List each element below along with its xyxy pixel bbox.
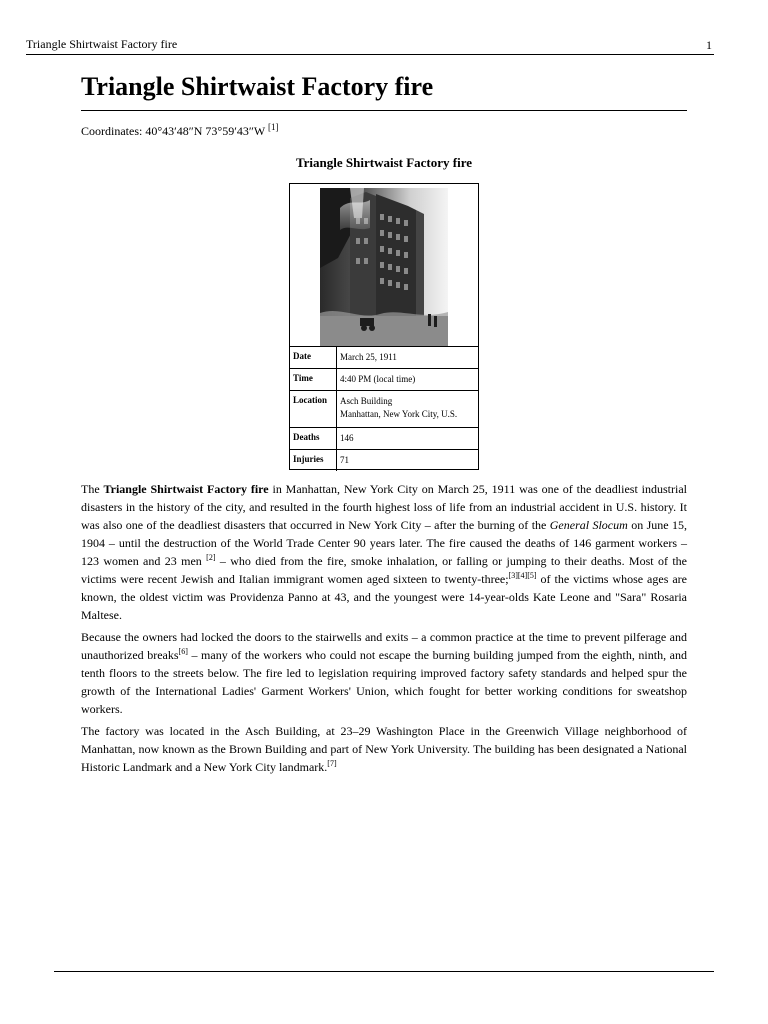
text-run: The factory was located in the Asch Building, at 23–29 Washington Place in the Greenwich Village neighborhood of Manhattan, now known as the Brown Building and part of New York University. The building has been designated a National Historic Landmark and a New York City landmark. <box>81 724 687 774</box>
paragraph-3 <box>81 722 687 776</box>
infobox-label: Date <box>293 351 311 361</box>
text-run: – who died from the fire, smoke inhalation, or falling or jumping to their deaths. Most of the victims were recent Jewish and Italian immigrant women aged sixteen to twenty-three; <box>81 554 687 586</box>
infobox-divider <box>336 369 337 391</box>
ref-link[interactable]: [7] <box>327 759 337 768</box>
infobox-row-date <box>290 346 478 369</box>
coordinates-ref-link[interactable]: [1] <box>267 122 279 132</box>
infobox-divider <box>336 391 337 428</box>
infobox-divider <box>336 450 337 471</box>
article-subject: Triangle Shirtwaist Factory fire <box>103 482 269 496</box>
ref-link[interactable]: [2] <box>206 553 216 562</box>
infobox-row-injuries <box>290 449 478 471</box>
text-run: in Manhattan, New York City on March 25, 1911 was one of the deadliest industrial disasters in the history of the city, and resulted in the fourth highest loss of life from an industrial accident in U.S. history. It was also one of the deadliest disasters that occurred in New York City – after the burning of the <box>81 482 687 532</box>
text-run: The <box>81 482 104 496</box>
infobox-row-deaths <box>290 427 478 450</box>
running-title: Triangle Shirtwaist Factory fire <box>26 37 178 51</box>
fire-photo[interactable] <box>320 188 448 346</box>
footer-rule <box>54 971 714 972</box>
title-rule <box>81 110 687 111</box>
text-run: – many of the workers who could not escape the burning building jumped from the eighth, ninth, and tenth floors to the streets below. The fire led to legislation requiring improved factory safety standards and helped spur the growth of the International Ladies' Garment Workers' Union, which fought for better working conditions for sweatshop workers. <box>81 648 687 716</box>
ref-link[interactable]: [6] <box>178 647 188 656</box>
ref-link[interactable]: [3][4][5] <box>508 571 537 580</box>
infobox-row-time <box>290 368 478 391</box>
text-run: Because the owners had locked the doors to the stairwells and exits – a common practice at the time to prevent pilferage and unauthorized breaks <box>81 630 687 662</box>
infobox-value <box>340 395 457 421</box>
infobox-value: 4:40 PM (local time) <box>340 374 416 384</box>
general-slocum-link[interactable]: General Slocum <box>549 518 628 532</box>
infobox-divider <box>336 347 337 369</box>
location-line-1: Asch Building <box>340 396 393 406</box>
page-title: Triangle Shirtwaist Factory fire <box>81 72 434 101</box>
coordinates-text: Coordinates: 40°43′48″N 73°59′43″W <box>81 124 268 138</box>
page-number: 1 <box>706 38 712 52</box>
coordinates <box>81 122 278 139</box>
infobox-label: Deaths <box>293 432 320 442</box>
infobox-row-location <box>290 390 478 428</box>
infobox-label: Location <box>293 395 328 405</box>
paragraph-2 <box>81 628 687 718</box>
article-body <box>81 480 687 780</box>
paragraph-1 <box>81 480 687 624</box>
infobox-value: March 25, 1911 <box>340 352 397 362</box>
infobox-value: 146 <box>340 433 354 443</box>
text-run: on June 15, 1904 – until the destruction of the World Trade Center 90 years later. The fire caused the deaths of 146 garment workers – 123 women and 23 men <box>81 518 687 568</box>
infobox-value: 71 <box>340 455 349 465</box>
text-run: of the victims whose ages are known, the oldest victim was Providenza Panno at 43, and the youngest were 14-year-olds Kate Leone and "Sara" Rosaria Maltese. <box>81 572 687 622</box>
infobox-label: Time <box>293 373 313 383</box>
infobox-caption: Triangle Shirtwaist Factory fire <box>295 155 473 170</box>
infobox-label: Injuries <box>293 454 324 464</box>
infobox <box>289 183 479 470</box>
running-header <box>26 36 714 55</box>
location-line-2: Manhattan, New York City, U.S. <box>340 409 458 419</box>
infobox-divider <box>336 428 337 450</box>
